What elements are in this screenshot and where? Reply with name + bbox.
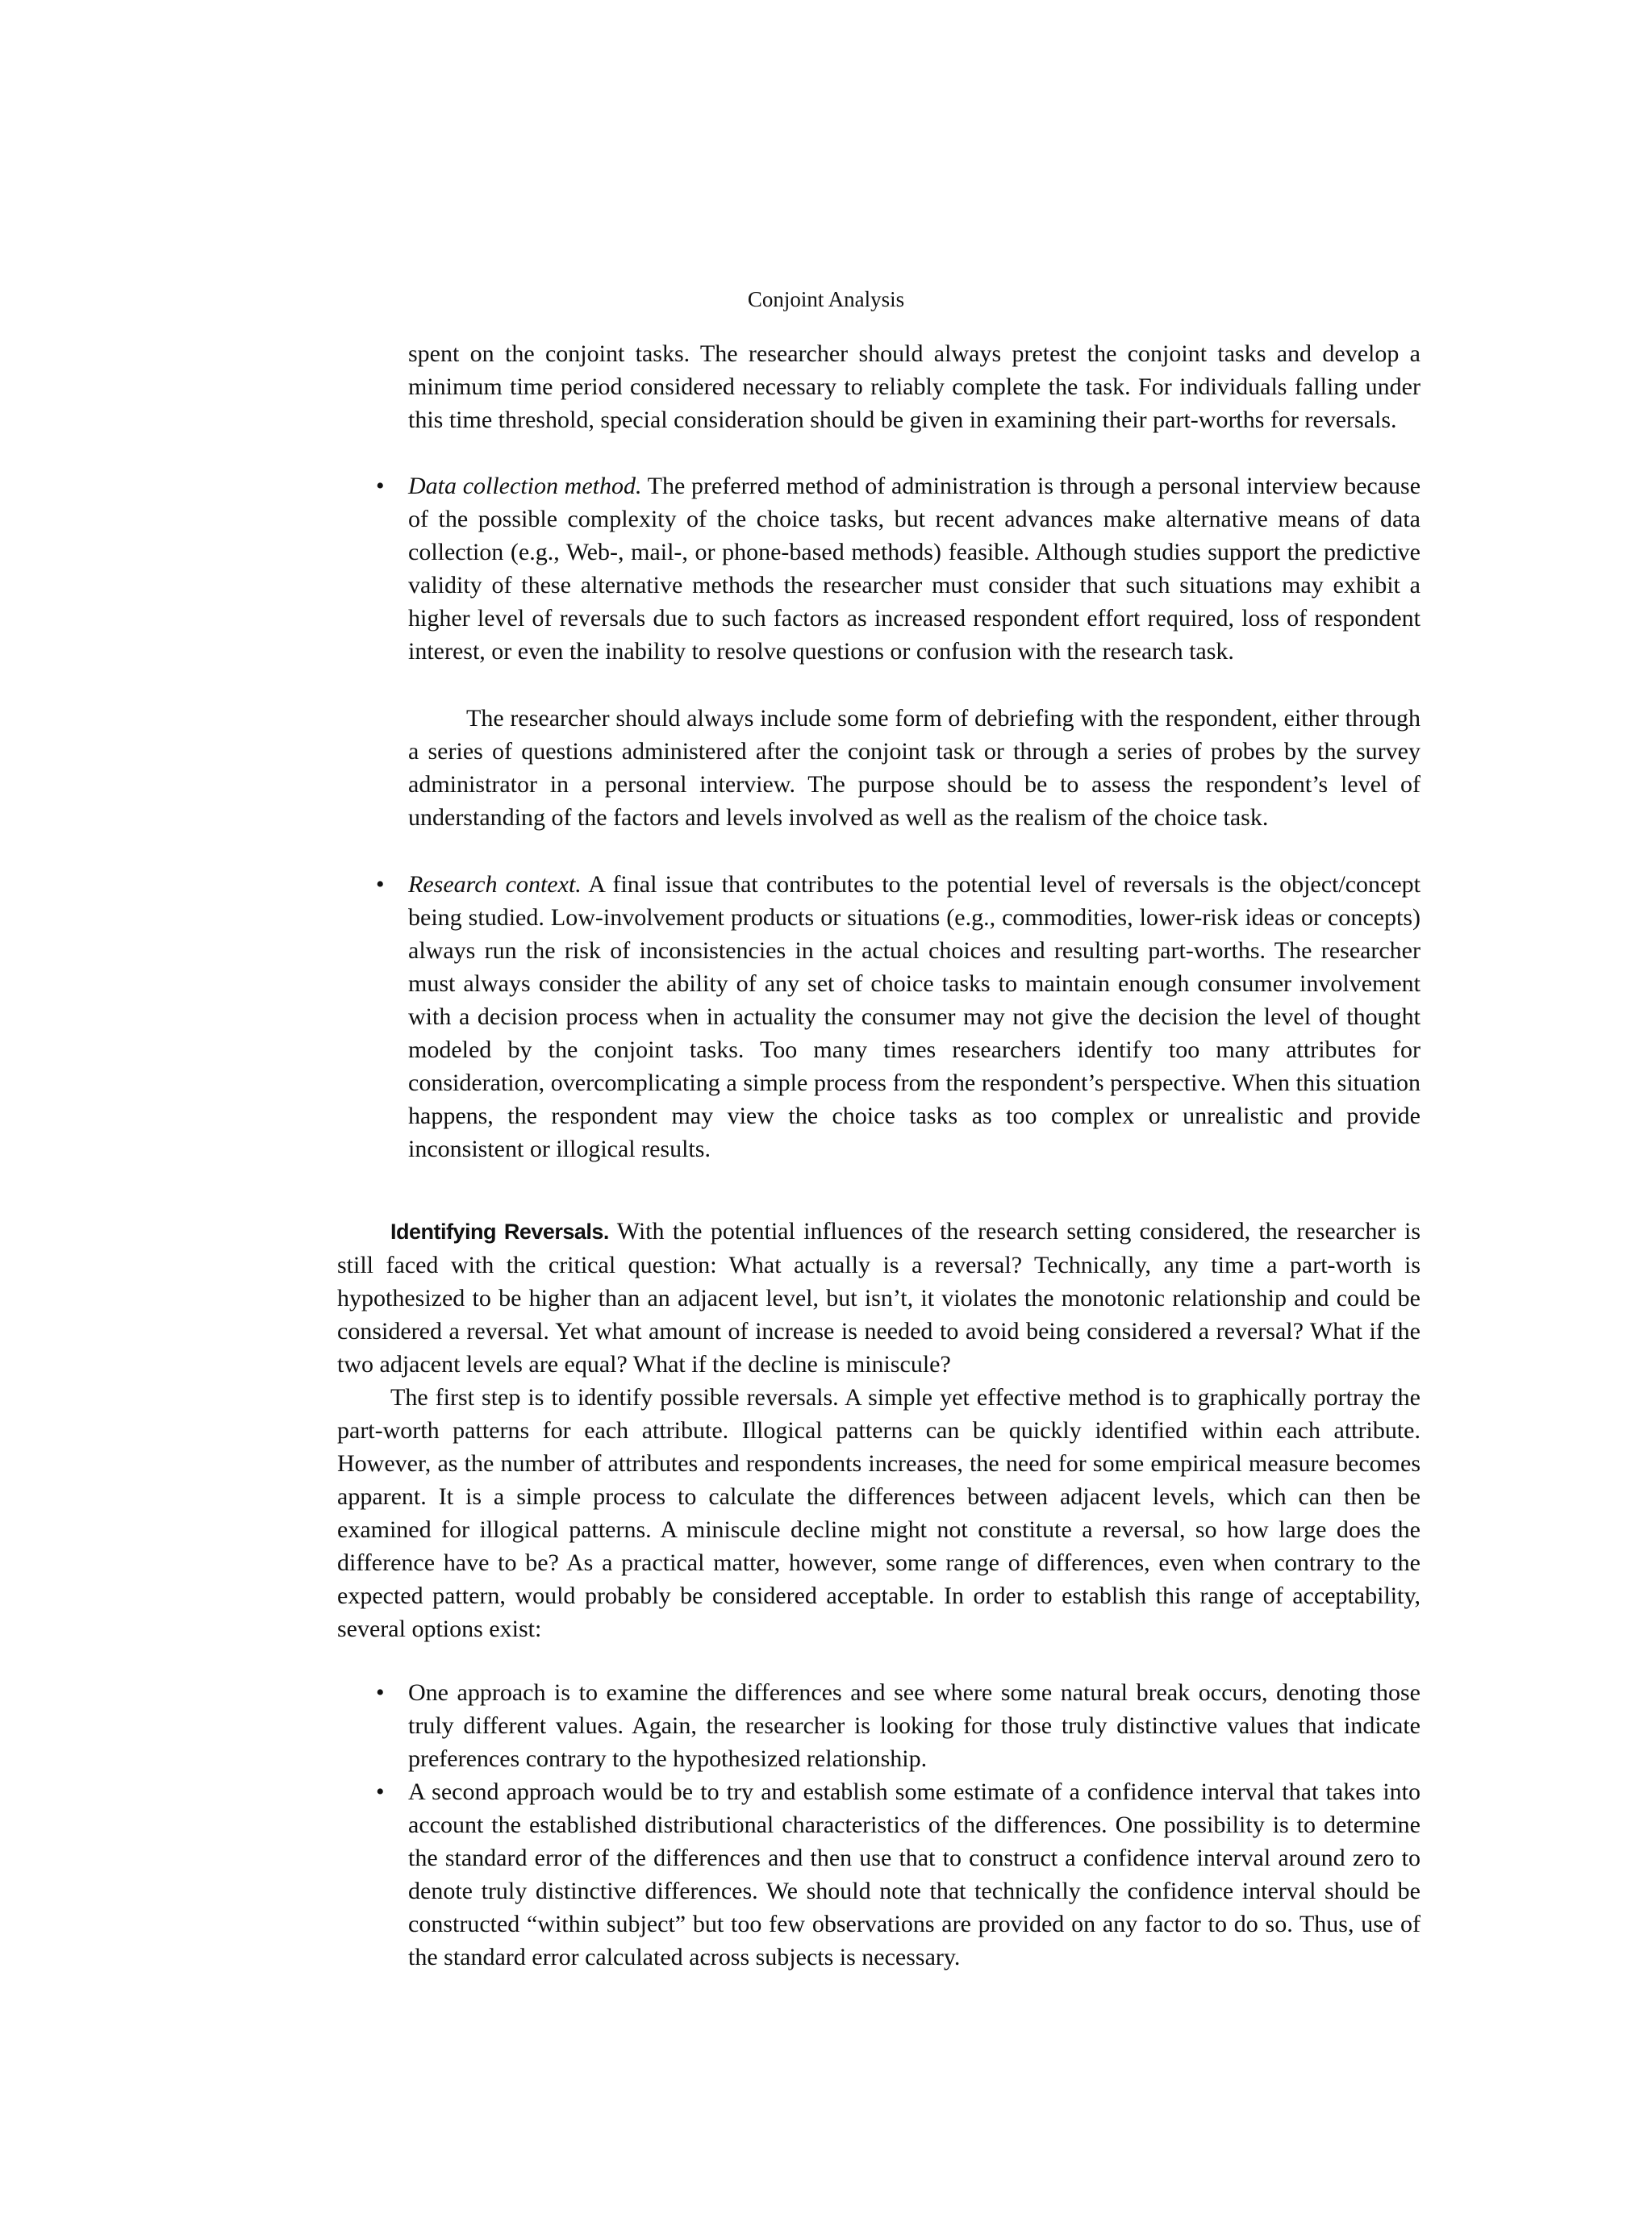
section-identifying-reversals [337,1215,1420,1381]
bullet-marker: • [376,1679,385,1706]
bullet-approach-two: A second approach would be to try and establish some estimate of a confidence interval that takes into account the established distributional characteristics of the differences. One possibility is to determine the standard error of the differences and then use that to construct a confidence interval around zero to denote truly distinctive differences. We should note that technically the confidence interval should be constructed “within subject” but too few observations are provided on any factor to do so. Thus, use of the standard error calculated across subjects is necessary. [408,1778,1420,1970]
bullet-label: Research context. [408,871,582,898]
running-header: Conjoint Analysis [747,287,905,311]
bullet-body: A final issue that contributes to the potential level of reversals is the object/concept being studied. Low-involvement products or situations (e.g., commodities, lower-risk ideas or concepts) always run the risk of inconsistencies in the actual choices and resulting part-worths. The researcher must always consider the ability of any set of choice tasks to maintain enough consumer involvement with a decision process when in actuality the consumer may not give the decision the level of thought modeled by the conjoint tasks. Too many times researchers identify too many attributes for consideration, overcomplicating a simple process from the respondent’s perspective. When this situation happens, the respondent may view the choice tasks as too complex or unrealistic and provide inconsistent or illogical results. [408,871,1420,1162]
bullet-marker: • [376,871,385,898]
bullet-data-collection [408,469,1420,668]
section-body: With the potential influences of the research setting considered, the researcher is still faced with the critical question: What actually is a reversal? Technically, any time a part-worth is hypothesized to be higher than an adjacent level, but isn’t, it violates the monotonic relationship and could be considered a reversal. Yet what amount of increase is needed to avoid being considered a reversal? What if the two adjacent levels are equal? What if the decline is miniscule? [337,1218,1420,1378]
bullet-marker: • [376,473,385,499]
bullet-research-context [408,868,1420,1165]
bullet-approach-one: One approach is to examine the differences and see where some natural break occurs, denoting those truly different values. Again, the researcher is looking for those truly distinctive values that indicate preferences contrary to the hypothesized relationship. [408,1679,1420,1772]
bullet-continuation-paragraph: The researcher should always include some form of debriefing with the respondent, either through a series of questions administered after the conjoint task or through a series of probes by the survey administrator in a personal interview. The purpose should be to assess the respondent’s level of understanding of the factors and levels involved as well as the realism of the choice task. [408,705,1420,831]
paragraph-first-step: The first step is to identify possible reversals. A simple yet effective method is to graphically portray the part-worth patterns for each attribute. Illogical patterns can be quickly identified within each attribute. However, as the number of attributes and respondents increases, the need for some empirical measure becomes apparent. It is a simple process to calculate the differences between adjacent levels, which can then be examined for illogical patterns. A miniscule decline might not constitute a reversal, so how large does the difference have to be? As a practical matter, however, some range of differences, even when contrary to the expected pattern, would probably be considered acceptable. In order to establish this range of acceptability, several options exist: [337,1384,1420,1642]
bullet-body: The preferred method of administration is through a personal interview because of the possible complexity of the choice tasks, but recent advances make alternative means of data collection (e.g., Web-, mail-, or phone-based methods) feasible. Although studies support the predictive validity of these alternative methods the researcher must consider that such situations may exhibit a higher level of reversals due to such factors as increased respondent effort required, loss of respondent interest, or even the inability to resolve questions or confusion with the research task. [408,473,1421,665]
bullet-label: Data collection method. [408,473,642,499]
bullet-marker: • [376,1778,385,1805]
section-heading: Identifying Reversals. [390,1220,609,1244]
paragraph-continuation: spent on the conjoint tasks. The researcher should always pretest the conjoint tasks and develop a minimum time period considered necessary to reliably complete the task. For individuals falling under this time threshold, special consideration should be given in examining their part-worths for reversals. [408,340,1420,433]
